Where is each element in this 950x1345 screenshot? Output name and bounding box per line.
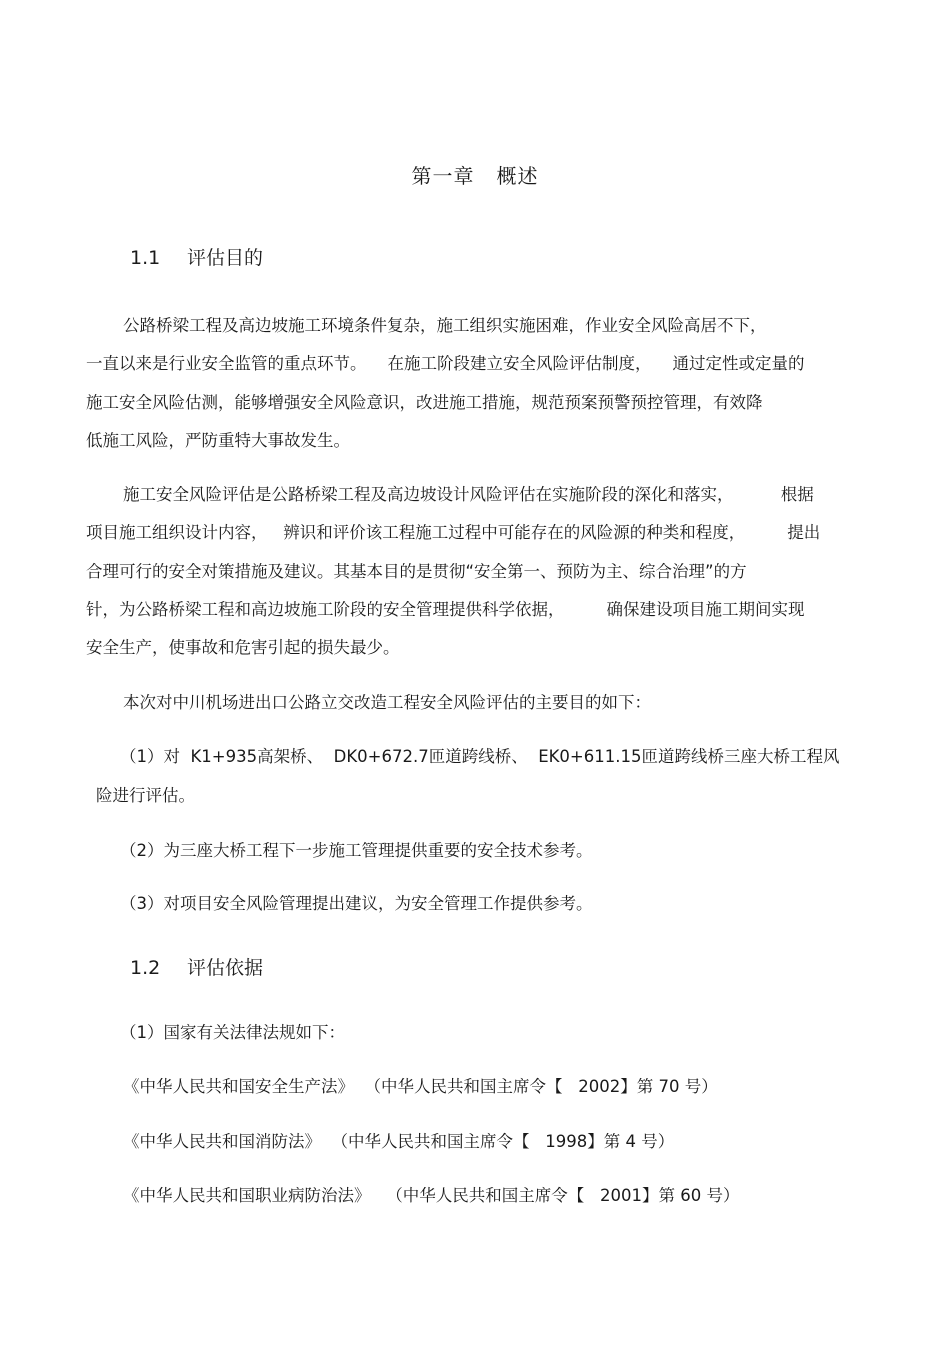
item-1-line-2: 险进行评估。 <box>96 786 195 805</box>
item-3: （3）对项目安全风险管理提出建议，为安全管理工作提供参考。 <box>120 894 593 913</box>
section-title: 评估目的 <box>187 247 264 269</box>
paragraph-2-line-3: 合理可行的安全对策措施及建议。其基本目的是贯彻“安全第一、预防为主、综合治理”的方 <box>86 562 747 581</box>
paragraph-1-line-2: 一直以来是行业安全监管的重点环节。 在施工阶段建立安全风险评估制度， 通过定性或定量的 <box>86 354 805 373</box>
paragraph-2-line-1: 施工安全风险评估是公路桥梁工程及高边坡设计风险评估在实施阶段的深化和落实， 根据 <box>123 485 814 504</box>
law-item-1: 《中华人民共和国安全生产法》 （中华人民共和国主席令【 2002】第 70 号） <box>123 1077 718 1096</box>
chapter-title: 第一章 概述 <box>411 164 539 188</box>
paragraph-2-line-4: 针，为公路桥梁工程和高边坡施工阶段的安全管理提供科学依据， 确保建设项目施工期间实现 <box>86 600 805 619</box>
section-title: 评估依据 <box>187 957 264 979</box>
paragraph-1-line-4: 低施工风险，严防重特大事故发生。 <box>86 431 350 450</box>
law-item-2: 《中华人民共和国消防法》 （中华人民共和国主席令【 1998】第 4 号） <box>123 1132 675 1151</box>
paragraph-1-line-3: 施工安全风险估测，能够增强安全风险意识，改进施工措施，规范预案预警预控管理，有效降 <box>86 393 763 412</box>
paragraph-2-line-2: 项目施工组织设计内容， 辨识和评价该工程施工过程中可能存在的风险源的种类和程度， 提出 <box>86 523 821 542</box>
law-item-3: 《中华人民共和国职业病防治法》 （中华人民共和国主席令【 2001】第 60 号） <box>123 1186 740 1205</box>
section-heading-1-1 <box>130 243 263 270</box>
section-heading-1-2 <box>130 953 263 980</box>
paragraph-1-line-1: 公路桥梁工程及高边坡施工环境条件复杂，施工组织实施困难，作业安全风险高居不下， <box>123 316 767 335</box>
section-number: 1.1 <box>130 247 161 269</box>
basis-intro: （1）国家有关法律法规如下： <box>120 1023 345 1042</box>
paragraph-3: 本次对中川机场进出口公路立交改造工程安全风险评估的主要目的如下： <box>123 693 651 712</box>
paragraph-2-line-5: 安全生产，使事故和危害引起的损失最少。 <box>86 638 400 657</box>
item-2: （2）为三座大桥工程下一步施工管理提供重要的安全技术参考。 <box>120 841 593 860</box>
section-number: 1.2 <box>130 957 161 979</box>
item-1-line-1: （1）对 K1+935高架桥、 DK0+672.7匝道跨线桥、 EK0+611.15匝道跨线桥三座大桥工程风 <box>120 747 840 766</box>
